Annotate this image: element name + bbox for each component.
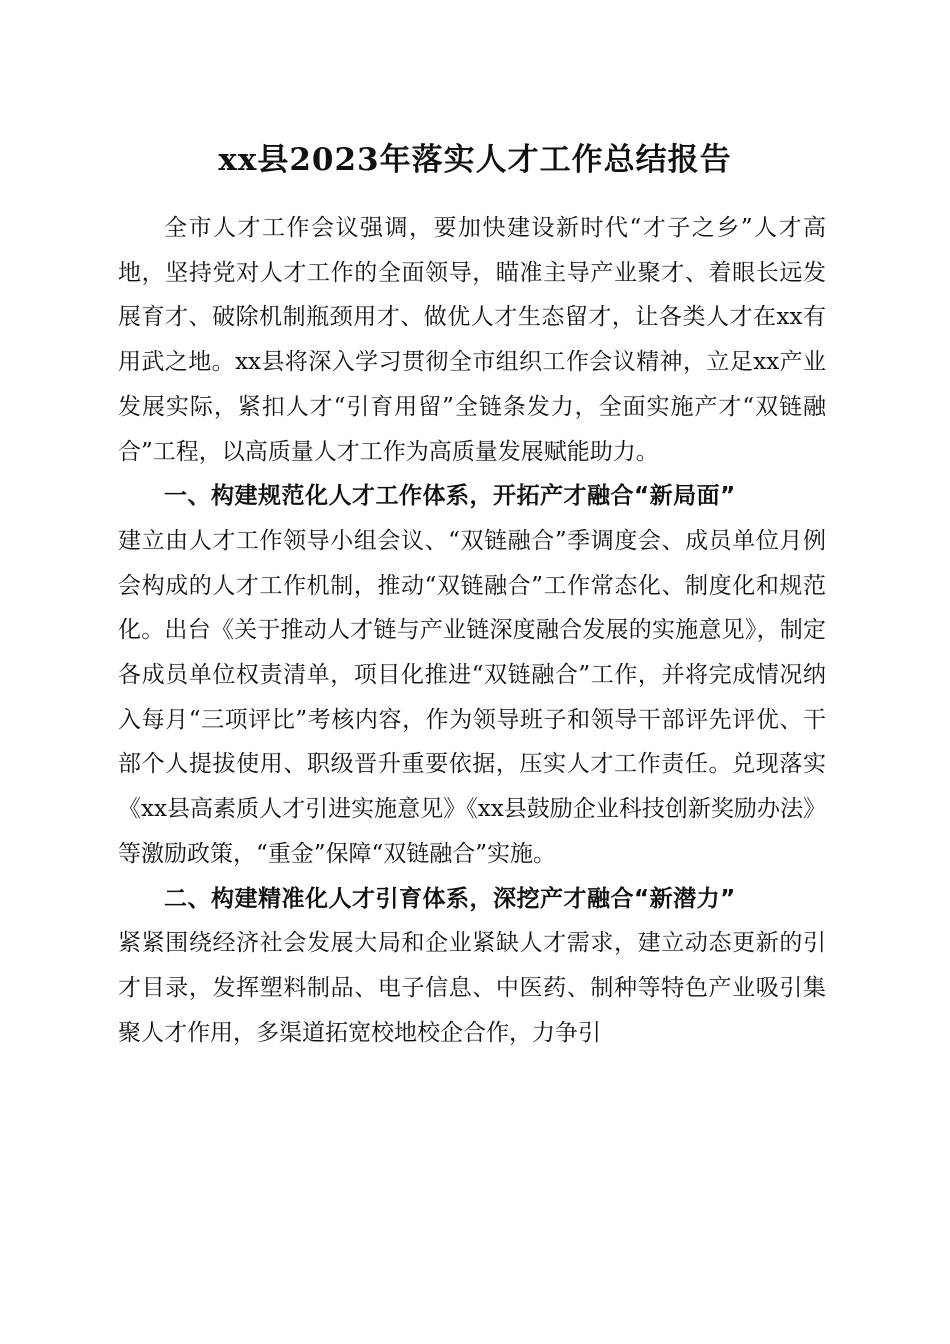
section-2-paragraph: 紧紧围绕经济社会发展大局和企业紧缺人才需求，建立动态更新的引才目录，发挥塑料制品、电子信息、中医药、制种等特色产业吸引集聚人才作用，多渠道拓宽校地校企合作，力争引: [118, 930, 826, 1046]
document-title: xx县2023年落实人才工作总结报告: [218, 142, 732, 178]
section-heading-2: 二、构建精准化人才引育体系，深挖产才融合“新潜力”: [164, 885, 736, 912]
document-body: [118, 206, 826, 1055]
section-heading-1: 一、构建规范化人才工作体系，开拓产才融合“新局面”: [164, 483, 736, 510]
intro-paragraph: 全市人才工作会议强调，要加快建设新时代“才子之乡”人才高地，坚持党对人才工作的全面领导，瞄准主导产业聚才、着眼长远发展育才、破除机制瓶颈用才、做优人才生态留才，让各类人才在xx有用武之地。xx县将深入学习贯彻全市组织工作会议精神，立足xx产业发展实际，紧扣人才“引育用留”全链条发力，全面实施产才“双链融合”工程，以高质量人才工作为高质量发展赋能助力。: [118, 215, 826, 465]
section-1-paragraph: 建立由人才工作领导小组会议、“双链融合”季调度会、成员单位月例会构成的人才工作机制，推动“双链融合”工作常态化、制度化和规范化。出台《关于推动人才链与产业链深度融合发展的实施意见》，制定各成员单位权责清单，项目化推进“双链融合”工作，并将完成情况纳入每月“三项评比”考核内容，作为领导班子和领导干部评先评优、干部个人提拔使用、职级晋升重要依据，压实人才工作责任。兑现落实《xx县高素质人才引进实施意见》《xx县鼓励企业科技创新奖励办法》等激励政策，“重金”保障“双链融合”实施。: [118, 527, 826, 867]
